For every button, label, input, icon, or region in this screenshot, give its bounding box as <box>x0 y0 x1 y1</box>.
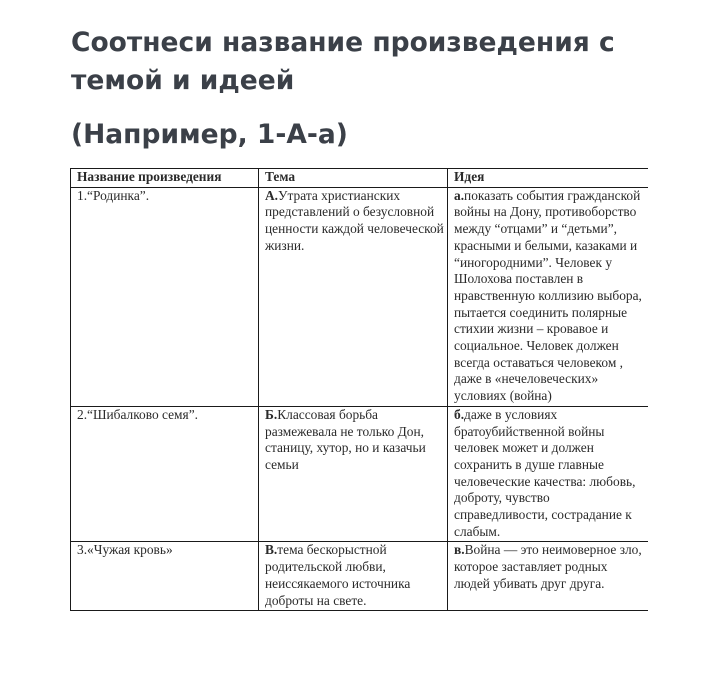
column-header-idea: Идея <box>448 169 649 188</box>
page-title: Соотнеси название произведения с темой и идеей <box>71 27 615 96</box>
theme-cell <box>259 187 448 406</box>
theme-letter: В. <box>265 542 278 558</box>
theme-text: Классовая борьба размежевала не только Дон, станицу, хутор, но и казачьи семьи <box>265 406 426 472</box>
table-header-row <box>71 169 649 188</box>
work-title: 3.«Чужая кровь» <box>71 542 259 611</box>
idea-text: показать события гражданской войны на Дону, противоборство между “отцами” и “детьми”, красными и белыми, казаками и “иногородними”. Человек у Шолохова поставлен в нравственную коллизию выбора, пытается соединить полярные стихии жизни – кровавое и социальное. Человек должен всегда оставаться человеком , даже в «нечеловеческих» условиях (война) <box>454 187 642 404</box>
idea-text: Война — это неимоверное зло, которое заставляет родных людей убивать друг друга. <box>454 542 642 591</box>
theme-text: Утрата христианских представлений о безусловной ценности каждой человеческой жизни. <box>265 187 444 253</box>
example-hint: (Например, 1-А-а) <box>71 119 348 150</box>
matching-table-container <box>70 168 648 638</box>
theme-text: тема бескорыстной родительской любви, неиссякаемого источника доброты на свете. <box>265 542 411 608</box>
column-header-work: Название произведения <box>71 169 259 188</box>
table-row <box>71 187 649 406</box>
work-title: 1.“Родинка”. <box>71 187 259 406</box>
idea-text: даже в условиях братоубийственной войны человек может и должен сохранить в душе главные человеческие качества: любовь, доброту, чувство справедливости, сострадание к слабым. <box>454 406 636 539</box>
idea-cell <box>448 542 649 611</box>
theme-cell <box>259 542 448 611</box>
table-row <box>71 406 649 542</box>
idea-letter: б. <box>454 406 465 422</box>
idea-letter: а. <box>454 187 465 203</box>
column-header-theme: Тема <box>259 169 448 188</box>
theme-cell <box>259 406 448 542</box>
theme-letter: А. <box>265 187 279 203</box>
work-title: 2.“Шибалково семя”. <box>71 406 259 542</box>
theme-letter: Б. <box>265 406 278 422</box>
idea-letter: в. <box>454 542 465 558</box>
table-row <box>71 542 649 611</box>
idea-cell <box>448 406 649 542</box>
matching-table <box>70 168 648 611</box>
idea-cell <box>448 187 649 406</box>
